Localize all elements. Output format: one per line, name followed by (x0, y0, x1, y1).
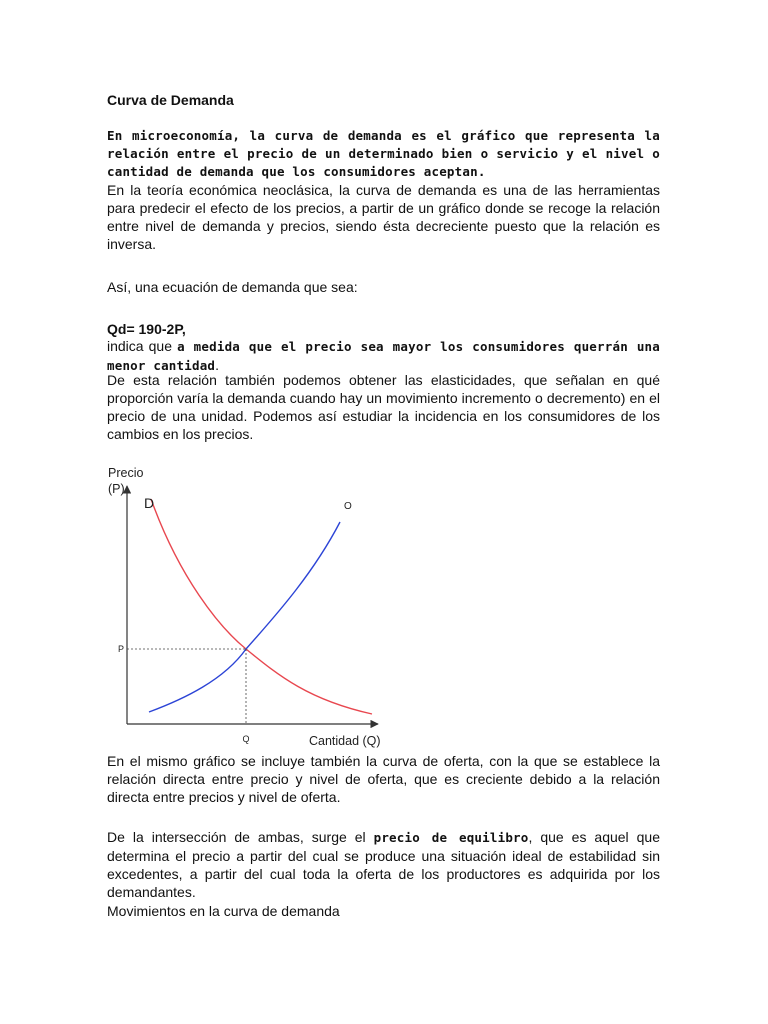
equilibrium-term: precio de equilibro (373, 830, 529, 845)
y-axis-label-unit: (P) (108, 482, 125, 496)
chart-svg (104, 462, 392, 752)
demand-series-label: D (144, 495, 155, 511)
demand-equation: Qd= 190-2P, (107, 321, 186, 337)
supply-demand-chart (104, 462, 392, 752)
paragraph-supply-curve: En el mismo gráfico se incluye también la curva de oferta, con la que se establece la relación directa entre precio y nivel de oferta, que es creciente debido a la relación directa entre precios y nivel de oferta. (107, 753, 660, 805)
paragraph-equation-intro: Así, una ecuación de demanda que sea: (107, 279, 358, 295)
x-tick-label: Q (242, 734, 250, 744)
supply-curve (149, 522, 340, 712)
paragraph-neoclassical-theory: En la teoría económica neoclásica, la curva de demanda es una de las herramientas para predecir el efecto de los precios, a partir de un gráfico donde se recoge la relación entre nivel de demanda y precios, siendo ésta decreciente puesto que la relación es inversa. (107, 182, 660, 252)
x-axis-label: Cantidad (Q) (309, 734, 381, 748)
indica-bold-statement: a medida que el precio sea mayor los consumidores querrán una menor cantidad (107, 339, 661, 373)
equilibrium-suffix: , que es aquel que determina el precio a partir del cual se produce una situación ideal de estabilidad sin excedentes, a partir del cual toda la oferta de los productores es adquirida por los demandantes. (107, 829, 660, 900)
indica-prefix: indica que (107, 338, 178, 354)
demand-curve (151, 499, 372, 714)
paragraph-equilibrium (107, 828, 660, 901)
equilibrium-prefix: De la intersección de ambas, surge el (107, 829, 374, 845)
y-tick-label: P (118, 644, 125, 654)
indica-suffix: . (215, 357, 220, 373)
paragraph-elasticities: De esta relación también podemos obtener las elasticidades, que señalan en qué proporción varía la demanda cuando hay un movimiento incremento o decremento) en el precio de una unidad. Podemos así estudiar la incidencia en los consumidores de los cambios en los precios. (107, 372, 660, 442)
document-title: Curva de Demanda (107, 92, 234, 108)
paragraph-movements-heading: Movimientos en la curva de demanda (107, 903, 340, 919)
supply-series-label: O (344, 501, 352, 512)
paragraph-indica (107, 337, 660, 375)
intro-definition: En microeconomía, la curva de demanda es el gráfico que representa la relación entre el precio de un determinado bien o servicio y el nivel o cantidad de demanda que los consumidores aceptan. (107, 128, 660, 179)
y-axis-label: Precio (108, 466, 144, 480)
